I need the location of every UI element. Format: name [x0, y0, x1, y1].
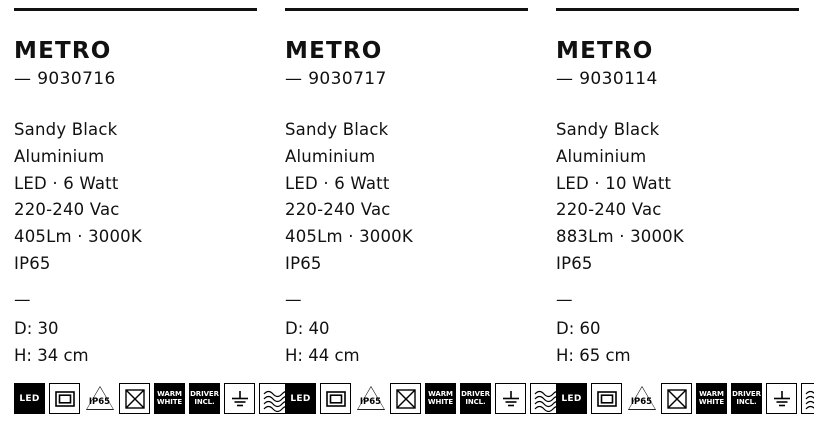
spec-line: 405Lm · 3000K: [285, 227, 413, 247]
icon-row: [285, 383, 561, 414]
spec-line: 220-240 Vac: [14, 200, 120, 220]
warm-white-line-2: WHITE: [698, 397, 725, 406]
spec-line: LED · 10 Watt: [556, 173, 672, 193]
page-title: METRO: [285, 38, 383, 64]
no-disposal-icon: [661, 383, 692, 414]
column-top-rule: [556, 8, 799, 11]
earth-connection-icon: [224, 383, 255, 414]
dimension-line: H: 65 cm: [556, 345, 631, 365]
dimensions: [556, 316, 799, 369]
spec-line: 883Lm · 3000K: [556, 227, 684, 247]
driver-line-1: DRIVER: [461, 389, 490, 398]
product-column-2: [271, 0, 542, 428]
warm-white-line-2: WHITE: [427, 397, 454, 406]
ip65-icon-label: IP65: [630, 396, 653, 407]
warm-white-icon: [696, 383, 727, 414]
spec-line: Sandy Black: [556, 120, 660, 140]
driver-included-icon: [189, 383, 220, 414]
ip65-icon: [355, 383, 386, 414]
spec-line: Aluminium: [285, 146, 376, 166]
spec-line: IP65: [556, 253, 593, 273]
led-icon: [14, 383, 45, 414]
driver-included-icon: [731, 383, 762, 414]
warm-white-icon: [425, 383, 456, 414]
protection-class-ii-glyph: [595, 387, 619, 411]
warm-white-line-1: WARM: [428, 389, 453, 398]
column-top-rule: [285, 8, 528, 11]
glass-diffuser-glyph: [804, 386, 814, 412]
spec-separator: —: [556, 290, 573, 310]
product-column-1: [0, 0, 271, 428]
dimensions: [14, 316, 257, 369]
icon-row: [14, 383, 290, 414]
icon-row: [556, 383, 814, 414]
protection-class-ii-glyph: [53, 387, 77, 411]
earth-connection-glyph: [771, 388, 793, 410]
ip65-icon: [84, 383, 115, 414]
product-code: — 9030716: [14, 69, 116, 90]
spec-line: Sandy Black: [285, 120, 389, 140]
driver-line-2: INCL.: [465, 397, 486, 406]
earth-connection-icon: [766, 383, 797, 414]
warm-white-line-1: WARM: [157, 389, 182, 398]
spec-line: Aluminium: [14, 146, 105, 166]
spec-line: Sandy Black: [14, 120, 118, 140]
product-code: — 9030717: [285, 69, 387, 90]
led-icon: [285, 383, 316, 414]
earth-connection-icon: [495, 383, 526, 414]
led-icon: [556, 383, 587, 414]
ip65-icon: [626, 383, 657, 414]
column-top-rule: [14, 8, 257, 11]
protection-class-ii-icon: [591, 383, 622, 414]
spec-line: 405Lm · 3000K: [14, 227, 142, 247]
spec-list: [14, 117, 257, 277]
spec-line: LED · 6 Watt: [14, 173, 119, 193]
protection-class-ii-icon: [49, 383, 80, 414]
spec-separator: —: [285, 290, 302, 310]
spec-list: [285, 117, 528, 277]
dimension-line: D: 60: [556, 319, 601, 339]
glass-diffuser-icon: [801, 383, 814, 414]
spec-line: IP65: [285, 253, 322, 273]
led-icon-label: LED: [290, 393, 311, 404]
product-code: — 9030114: [556, 69, 658, 90]
product-column-3: [542, 0, 813, 428]
driver-line-2: INCL.: [736, 397, 757, 406]
ip65-icon-label: IP65: [88, 396, 111, 407]
driver-line-2: INCL.: [194, 397, 215, 406]
led-icon-label: LED: [561, 393, 582, 404]
warm-white-line-1: WARM: [699, 389, 724, 398]
dimension-line: H: 44 cm: [285, 345, 360, 365]
driver-line-1: DRIVER: [190, 389, 219, 398]
no-disposal-glyph: [664, 386, 690, 412]
dimension-line: H: 34 cm: [14, 345, 89, 365]
ip65-icon-label: IP65: [359, 396, 382, 407]
dimension-line: D: 40: [285, 319, 330, 339]
earth-connection-glyph: [229, 388, 251, 410]
dimensions: [285, 316, 528, 369]
protection-class-ii-icon: [320, 383, 351, 414]
driver-line-1: DRIVER: [732, 389, 761, 398]
warm-white-icon: [154, 383, 185, 414]
driver-included-icon: [460, 383, 491, 414]
earth-connection-glyph: [500, 388, 522, 410]
led-icon-label: LED: [19, 393, 40, 404]
spec-line: 220-240 Vac: [285, 200, 391, 220]
spec-line: Aluminium: [556, 146, 647, 166]
spec-list: [556, 117, 799, 277]
no-disposal-glyph: [122, 386, 148, 412]
page-title: METRO: [14, 38, 112, 64]
spec-separator: —: [14, 290, 31, 310]
no-disposal-icon: [119, 383, 150, 414]
warm-white-line-2: WHITE: [156, 397, 183, 406]
dimension-line: D: 30: [14, 319, 59, 339]
spec-line: 220-240 Vac: [556, 200, 662, 220]
spec-line: LED · 6 Watt: [285, 173, 390, 193]
page-title: METRO: [556, 38, 654, 64]
no-disposal-glyph: [393, 386, 419, 412]
no-disposal-icon: [390, 383, 421, 414]
protection-class-ii-glyph: [324, 387, 348, 411]
spec-line: IP65: [14, 253, 51, 273]
